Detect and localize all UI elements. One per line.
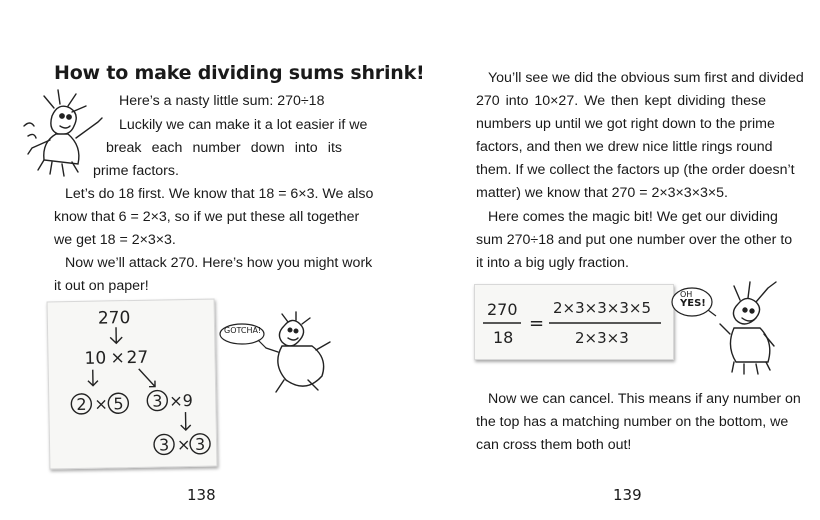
text-line: it into a big ugly fraction. xyxy=(476,255,629,271)
equals-sign: = xyxy=(529,313,545,334)
text-line: You’ll see we did the obvious sum first and divided xyxy=(488,70,804,86)
text-line: can cross them both out! xyxy=(476,437,632,453)
fraction-numerator: 2×3×3×3×5 xyxy=(553,299,651,317)
text-line: Luckily we can make it a lot easier if we xyxy=(119,117,368,133)
fraction-denominator: 18 xyxy=(493,328,514,347)
text-line: matter) we know that 270 = 2×3×3×3×5. xyxy=(476,185,728,201)
tree-operator: × xyxy=(110,348,125,369)
fraction-numerator: 270 xyxy=(487,300,518,319)
page-number: 138 xyxy=(187,486,216,504)
text-line: 270 into 10×27. We then kept dividing these xyxy=(476,93,766,109)
tree-number: 2 xyxy=(76,394,87,414)
right-page xyxy=(410,0,820,520)
text-line: Let’s do 18 first. We know that 18 = 6×3. We also xyxy=(65,186,374,202)
text-line: we get 18 = 2×3×3. xyxy=(54,232,176,248)
page-number: 139 xyxy=(613,486,642,504)
fraction-card xyxy=(474,284,674,360)
tree-number: 270 xyxy=(97,308,131,329)
text-line: know that 6 = 2×3, so if we put these all together xyxy=(54,209,360,225)
text-line: break each number down into its xyxy=(106,140,342,156)
tree-number: 10 xyxy=(84,348,107,369)
tree-operator: × xyxy=(176,434,191,455)
tree-operator: × xyxy=(94,394,108,414)
factor-tree-paper xyxy=(47,299,218,470)
speech-bubble-line: YES! xyxy=(680,298,706,309)
text-line: Now we’ll attack 270. Here’s how you might work xyxy=(65,255,373,271)
fraction-denominator: 2×3×3 xyxy=(575,329,629,347)
tree-number: 3 xyxy=(158,435,170,455)
tree-number: 3 xyxy=(194,434,206,454)
speech-bubble-text: GOTCHA! xyxy=(224,326,262,335)
text-line: prime factors. xyxy=(93,163,179,179)
text-line: it out on paper! xyxy=(54,278,149,294)
page-title: How to make dividing sums shrink! xyxy=(54,62,425,84)
text-line: numbers up until we got right down to the prime xyxy=(476,116,775,132)
speech-bubble-line: OH xyxy=(680,290,693,299)
text-line: the top has a matching number on the bottom, we xyxy=(476,414,789,430)
tree-number: 3 xyxy=(152,391,163,411)
text-line: sum 270÷18 and put one number over the other to xyxy=(476,232,793,248)
tree-number: ×9 xyxy=(169,390,194,411)
text-line: them. If we collect the factors up (the order doesn’t xyxy=(476,162,795,178)
tree-number: 27 xyxy=(126,347,149,369)
text-line: factors, and then we drew nice little rings round xyxy=(476,139,773,155)
text-line: Now we can cancel. This means if any number on xyxy=(488,391,801,407)
text-line: Here comes the magic bit! We get our dividing xyxy=(488,209,778,225)
text-line: Here’s a nasty little sum: 270÷18 xyxy=(119,93,325,109)
speech-bubble-text xyxy=(680,290,706,308)
tree-number: 5 xyxy=(113,394,124,414)
